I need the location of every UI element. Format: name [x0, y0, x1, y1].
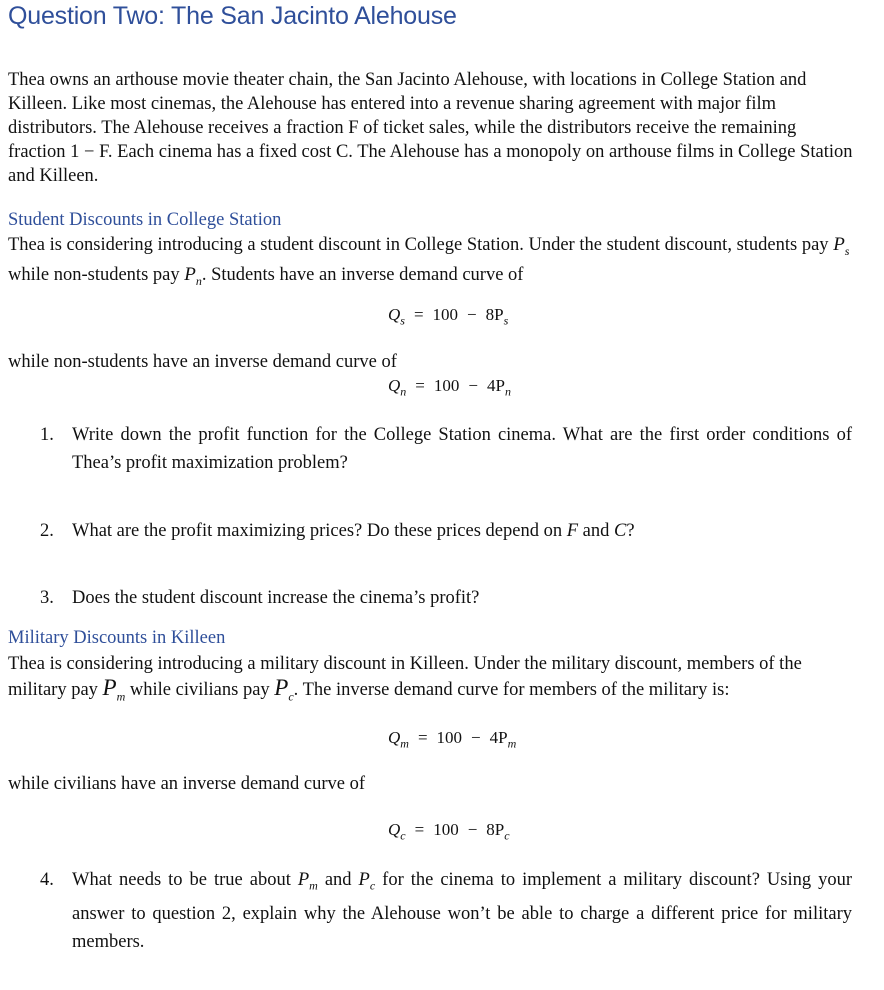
- equation-military-demand: $Q_m = 100 - 4P_m$: [388, 728, 517, 751]
- between-text-1: while non-students have an inverse demand curve of: [8, 352, 397, 372]
- question-3: 3. Does the student discount increase the cinema’s profit?: [40, 588, 480, 608]
- equation-nonstudent-demand: $Q_n = 100 - 4P_n$: [388, 376, 511, 399]
- equation-student-demand: $Q_s = 100 - 8P_s$: [388, 305, 509, 328]
- question-4: 4. What needs to be true about $P_m$ and $P_c$ for the cinema to implement a military discount? Using your answer to question 2, explain why the Alehouse won’t be able to charge a different price for military members.: [40, 870, 852, 952]
- question-1: 1. Write down the profit function for the College Station cinema. What are the first order conditions of Thea’s profit maximization problem?: [40, 425, 852, 473]
- equation-civilian-demand: $Q_c = 100 - 8P_c$: [388, 820, 510, 843]
- between-text-2: while civilians have an inverse demand curve of: [8, 774, 366, 794]
- section-heading-student: Student Discounts in College Station: [8, 210, 282, 230]
- section-heading-military: Military Discounts in Killeen: [8, 628, 226, 648]
- page-title: Question Two: The San Jacinto Alehouse: [8, 2, 457, 30]
- student-paragraph: Thea is considering introducing a student discount in College Station. Under the student discount, students pay $P_s$ while non-students pay $P_n$. Students have an inverse demand curve of: [8, 234, 850, 288]
- intro-paragraph: Thea owns an arthouse movie theater chain, the San Jacinto Alehouse, with locations in College Station and Killeen. Like most cinemas, the Alehouse has entered into a revenue sharing agreement with major film distributors. The Alehouse receives a fraction F of ticket sales, while the distributors receive the remaining fraction 1 − F. Each cinema has a fixed cost C. The Alehouse has a monopoly on arthouse films in College Station and Killeen.: [8, 70, 853, 186]
- military-paragraph: Thea is considering introducing a military discount in Killeen. Under the military discount, members of the military pay $P_m$ while civilians pay $P_c$. The inverse demand curve for members of the military is:: [8, 654, 802, 704]
- question-2: 2. What are the profit maximizing prices? Do these prices depend on F and C?: [40, 521, 635, 541]
